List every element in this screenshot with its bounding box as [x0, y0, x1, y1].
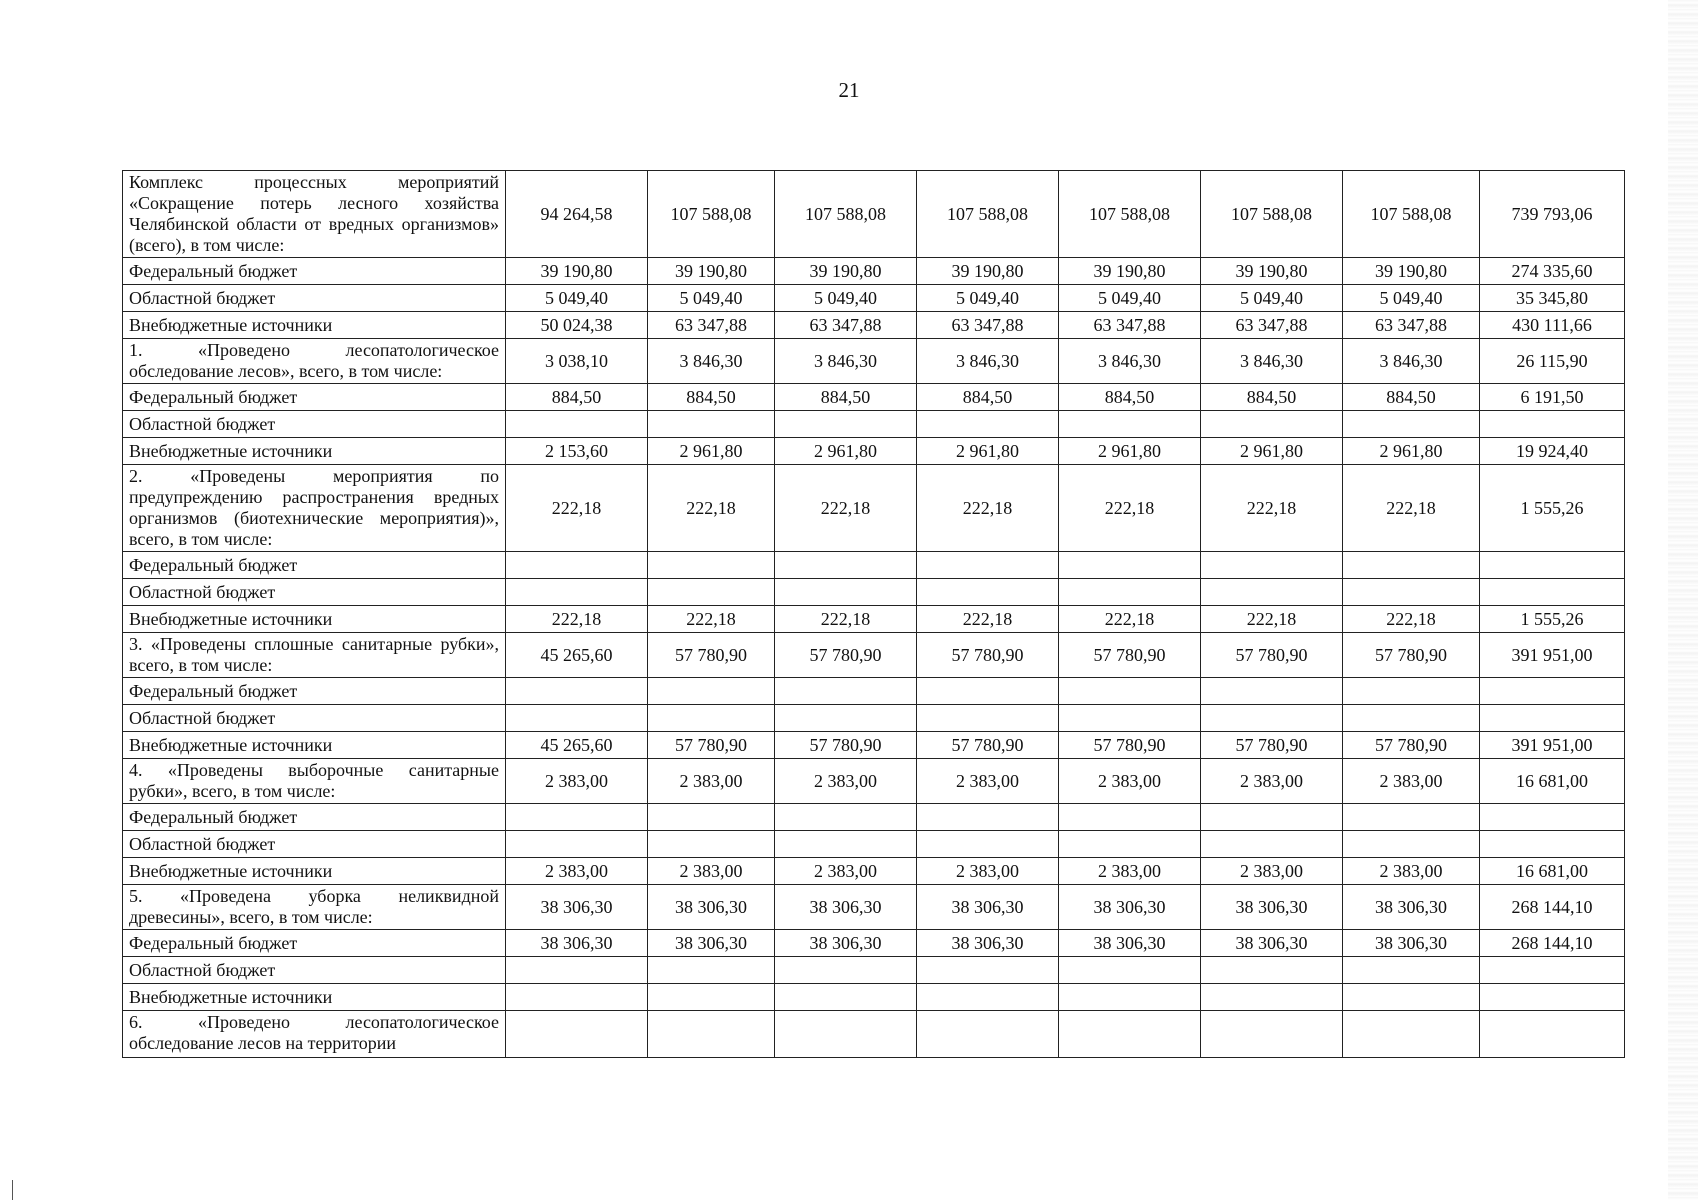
value-cell: 107 588,08 — [1201, 171, 1343, 258]
value-cell: 2 961,80 — [1201, 438, 1343, 465]
value-cell: 3 846,30 — [1059, 339, 1201, 384]
value-cell — [917, 1011, 1059, 1058]
value-cell — [1201, 552, 1343, 579]
row-label: 6. «Проведено лесопатологическое обследование лесов на территории — [123, 1011, 506, 1058]
value-cell — [1201, 984, 1343, 1011]
table-row — [123, 606, 1625, 633]
value-cell: 39 190,80 — [917, 258, 1059, 285]
value-cell — [506, 804, 648, 831]
value-cell: 222,18 — [917, 465, 1059, 552]
value-cell — [917, 411, 1059, 438]
row-label: Внебюджетные источники — [123, 858, 506, 885]
value-cell — [1059, 678, 1201, 705]
value-cell: 2 961,80 — [1343, 438, 1480, 465]
row-label: 4. «Проведены выборочные санитарные рубки», всего, в том числе: — [123, 759, 506, 804]
value-cell — [1059, 804, 1201, 831]
total-cell: 268 144,10 — [1480, 885, 1625, 930]
value-cell — [917, 678, 1059, 705]
row-label: 1. «Проведено лесопатологическое обследование лесов», всего, в том числе: — [123, 339, 506, 384]
value-cell — [775, 678, 917, 705]
value-cell — [1059, 579, 1201, 606]
value-cell — [1059, 957, 1201, 984]
value-cell — [775, 552, 917, 579]
table-row — [123, 312, 1625, 339]
value-cell — [1343, 552, 1480, 579]
value-cell — [648, 831, 775, 858]
value-cell: 39 190,80 — [1343, 258, 1480, 285]
value-cell — [1343, 705, 1480, 732]
value-cell — [1059, 705, 1201, 732]
value-cell: 884,50 — [1343, 384, 1480, 411]
value-cell — [506, 678, 648, 705]
value-cell: 57 780,90 — [1343, 633, 1480, 678]
value-cell: 2 383,00 — [1059, 858, 1201, 885]
value-cell — [1059, 1011, 1201, 1058]
table-row — [123, 438, 1625, 465]
value-cell: 38 306,30 — [775, 885, 917, 930]
value-cell: 63 347,88 — [917, 312, 1059, 339]
value-cell — [1343, 1011, 1480, 1058]
row-label: Комплекс процессных мероприятий «Сокращение потерь лесного хозяйства Челябинской области от вредных организмов» (всего), в том числе: — [123, 171, 506, 258]
value-cell: 39 190,80 — [1059, 258, 1201, 285]
value-cell: 39 190,80 — [1201, 258, 1343, 285]
value-cell: 50 024,38 — [506, 312, 648, 339]
table-row — [123, 732, 1625, 759]
table-row — [123, 930, 1625, 957]
value-cell: 222,18 — [506, 606, 648, 633]
value-cell: 222,18 — [1343, 465, 1480, 552]
total-cell — [1480, 579, 1625, 606]
value-cell: 3 846,30 — [1201, 339, 1343, 384]
value-cell: 5 049,40 — [917, 285, 1059, 312]
total-cell — [1480, 1011, 1625, 1058]
value-cell: 2 961,80 — [917, 438, 1059, 465]
value-cell — [1059, 552, 1201, 579]
value-cell — [775, 411, 917, 438]
table-row — [123, 1011, 1625, 1058]
value-cell: 2 383,00 — [1343, 858, 1480, 885]
value-cell: 38 306,30 — [917, 885, 1059, 930]
row-label: 5. «Проведена уборка неликвидной древесины», всего, в том числе: — [123, 885, 506, 930]
scan-margin-mark — [12, 1180, 13, 1200]
value-cell — [1201, 804, 1343, 831]
value-cell — [1343, 984, 1480, 1011]
value-cell — [648, 552, 775, 579]
value-cell: 2 383,00 — [1059, 759, 1201, 804]
total-cell: 26 115,90 — [1480, 339, 1625, 384]
total-cell: 1 555,26 — [1480, 606, 1625, 633]
value-cell: 222,18 — [917, 606, 1059, 633]
value-cell: 38 306,30 — [506, 930, 648, 957]
value-cell — [1201, 831, 1343, 858]
value-cell: 222,18 — [1059, 606, 1201, 633]
value-cell — [1343, 957, 1480, 984]
row-label: Внебюджетные источники — [123, 438, 506, 465]
value-cell — [917, 552, 1059, 579]
value-cell: 2 383,00 — [1201, 759, 1343, 804]
value-cell: 39 190,80 — [775, 258, 917, 285]
table-row — [123, 633, 1625, 678]
value-cell: 38 306,30 — [1343, 930, 1480, 957]
value-cell — [1059, 984, 1201, 1011]
page-number: 21 — [838, 78, 860, 102]
total-cell — [1480, 957, 1625, 984]
value-cell — [1201, 411, 1343, 438]
value-cell: 884,50 — [506, 384, 648, 411]
total-cell — [1480, 705, 1625, 732]
scan-edge-artifact — [1668, 0, 1698, 1200]
value-cell — [1201, 705, 1343, 732]
value-cell: 57 780,90 — [917, 732, 1059, 759]
table-row — [123, 171, 1625, 258]
value-cell: 38 306,30 — [1059, 885, 1201, 930]
table-row — [123, 804, 1625, 831]
value-cell: 57 780,90 — [775, 732, 917, 759]
table-row — [123, 858, 1625, 885]
value-cell — [506, 831, 648, 858]
row-label: Внебюджетные источники — [123, 984, 506, 1011]
row-label: Внебюджетные источники — [123, 312, 506, 339]
total-cell: 391 951,00 — [1480, 732, 1625, 759]
value-cell — [1343, 804, 1480, 831]
value-cell: 57 780,90 — [648, 633, 775, 678]
value-cell: 38 306,30 — [506, 885, 648, 930]
value-cell: 222,18 — [775, 465, 917, 552]
value-cell — [648, 579, 775, 606]
row-label: Федеральный бюджет — [123, 384, 506, 411]
value-cell: 5 049,40 — [648, 285, 775, 312]
value-cell — [1059, 831, 1201, 858]
value-cell — [775, 705, 917, 732]
total-cell — [1480, 984, 1625, 1011]
total-cell — [1480, 552, 1625, 579]
value-cell: 38 306,30 — [917, 930, 1059, 957]
value-cell: 3 038,10 — [506, 339, 648, 384]
value-cell — [775, 804, 917, 831]
value-cell: 2 383,00 — [775, 759, 917, 804]
table-row — [123, 957, 1625, 984]
value-cell — [648, 957, 775, 984]
value-cell: 2 961,80 — [648, 438, 775, 465]
value-cell — [506, 705, 648, 732]
value-cell — [506, 1011, 648, 1058]
row-label: Областной бюджет — [123, 411, 506, 438]
table-row — [123, 465, 1625, 552]
value-cell: 63 347,88 — [775, 312, 917, 339]
value-cell: 38 306,30 — [1343, 885, 1480, 930]
value-cell: 107 588,08 — [1343, 171, 1480, 258]
total-cell: 1 555,26 — [1480, 465, 1625, 552]
value-cell — [648, 984, 775, 1011]
total-cell: 268 144,10 — [1480, 930, 1625, 957]
value-cell — [506, 411, 648, 438]
value-cell: 63 347,88 — [1201, 312, 1343, 339]
row-label: Федеральный бюджет — [123, 552, 506, 579]
value-cell: 2 383,00 — [917, 858, 1059, 885]
value-cell: 222,18 — [506, 465, 648, 552]
value-cell: 222,18 — [648, 606, 775, 633]
value-cell — [1343, 678, 1480, 705]
value-cell: 39 190,80 — [648, 258, 775, 285]
total-cell — [1480, 804, 1625, 831]
value-cell: 2 961,80 — [775, 438, 917, 465]
value-cell: 63 347,88 — [1343, 312, 1480, 339]
table-row — [123, 552, 1625, 579]
value-cell: 3 846,30 — [1343, 339, 1480, 384]
value-cell — [1201, 1011, 1343, 1058]
value-cell: 2 383,00 — [506, 858, 648, 885]
value-cell: 38 306,30 — [1201, 930, 1343, 957]
value-cell: 45 265,60 — [506, 732, 648, 759]
value-cell — [917, 984, 1059, 1011]
total-cell — [1480, 678, 1625, 705]
value-cell: 57 780,90 — [1201, 633, 1343, 678]
value-cell — [648, 1011, 775, 1058]
total-cell: 6 191,50 — [1480, 384, 1625, 411]
row-label: Областной бюджет — [123, 579, 506, 606]
financing-table — [122, 170, 1625, 1058]
value-cell — [1059, 411, 1201, 438]
table-row — [123, 411, 1625, 438]
value-cell — [775, 831, 917, 858]
row-label: 2. «Проведены мероприятия по предупреждению распространения вредных организмов (биотехнические мероприятия)», всего, в том числе: — [123, 465, 506, 552]
total-cell: 739 793,06 — [1480, 171, 1625, 258]
table-row — [123, 258, 1625, 285]
value-cell: 222,18 — [1201, 465, 1343, 552]
value-cell: 107 588,08 — [775, 171, 917, 258]
table-row — [123, 885, 1625, 930]
value-cell — [1201, 957, 1343, 984]
value-cell: 3 846,30 — [648, 339, 775, 384]
value-cell: 2 153,60 — [506, 438, 648, 465]
value-cell — [917, 705, 1059, 732]
value-cell: 2 383,00 — [1201, 858, 1343, 885]
value-cell — [775, 957, 917, 984]
row-label: Областной бюджет — [123, 957, 506, 984]
value-cell: 38 306,30 — [1059, 930, 1201, 957]
value-cell: 222,18 — [1343, 606, 1480, 633]
value-cell — [1343, 831, 1480, 858]
total-cell: 430 111,66 — [1480, 312, 1625, 339]
value-cell: 63 347,88 — [648, 312, 775, 339]
value-cell: 57 780,90 — [1201, 732, 1343, 759]
total-cell: 16 681,00 — [1480, 858, 1625, 885]
value-cell — [917, 804, 1059, 831]
value-cell — [506, 579, 648, 606]
value-cell: 222,18 — [1059, 465, 1201, 552]
value-cell — [648, 411, 775, 438]
value-cell: 2 383,00 — [648, 858, 775, 885]
row-label: Федеральный бюджет — [123, 930, 506, 957]
value-cell: 94 264,58 — [506, 171, 648, 258]
total-cell: 274 335,60 — [1480, 258, 1625, 285]
value-cell: 57 780,90 — [1343, 732, 1480, 759]
value-cell: 884,50 — [1201, 384, 1343, 411]
value-cell: 38 306,30 — [648, 885, 775, 930]
value-cell: 2 383,00 — [648, 759, 775, 804]
value-cell: 57 780,90 — [1059, 633, 1201, 678]
value-cell: 222,18 — [775, 606, 917, 633]
value-cell: 3 846,30 — [775, 339, 917, 384]
value-cell — [917, 579, 1059, 606]
table-row — [123, 339, 1625, 384]
row-label: Внебюджетные источники — [123, 732, 506, 759]
row-label: Областной бюджет — [123, 831, 506, 858]
value-cell: 222,18 — [648, 465, 775, 552]
row-label: Федеральный бюджет — [123, 678, 506, 705]
table-row — [123, 285, 1625, 312]
row-label: 3. «Проведены сплошные санитарные рубки», всего, в том числе: — [123, 633, 506, 678]
value-cell: 5 049,40 — [1059, 285, 1201, 312]
value-cell: 884,50 — [917, 384, 1059, 411]
value-cell: 222,18 — [1201, 606, 1343, 633]
value-cell: 57 780,90 — [1059, 732, 1201, 759]
table-row — [123, 831, 1625, 858]
total-cell — [1480, 831, 1625, 858]
row-label: Федеральный бюджет — [123, 258, 506, 285]
value-cell — [506, 552, 648, 579]
value-cell: 2 383,00 — [917, 759, 1059, 804]
value-cell: 38 306,30 — [1201, 885, 1343, 930]
value-cell: 107 588,08 — [648, 171, 775, 258]
value-cell — [917, 957, 1059, 984]
value-cell — [917, 831, 1059, 858]
table-row — [123, 579, 1625, 606]
table-row — [123, 384, 1625, 411]
value-cell — [648, 804, 775, 831]
value-cell — [1201, 579, 1343, 606]
value-cell — [506, 984, 648, 1011]
total-cell: 19 924,40 — [1480, 438, 1625, 465]
table-row — [123, 759, 1625, 804]
value-cell: 3 846,30 — [917, 339, 1059, 384]
value-cell: 107 588,08 — [917, 171, 1059, 258]
value-cell — [506, 957, 648, 984]
value-cell: 2 383,00 — [506, 759, 648, 804]
row-label: Областной бюджет — [123, 705, 506, 732]
value-cell — [648, 705, 775, 732]
value-cell: 884,50 — [648, 384, 775, 411]
value-cell — [1343, 411, 1480, 438]
value-cell: 2 961,80 — [1059, 438, 1201, 465]
table-row — [123, 678, 1625, 705]
total-cell: 391 951,00 — [1480, 633, 1625, 678]
value-cell — [1201, 678, 1343, 705]
value-cell: 5 049,40 — [775, 285, 917, 312]
table-row — [123, 984, 1625, 1011]
value-cell: 57 780,90 — [917, 633, 1059, 678]
value-cell: 57 780,90 — [648, 732, 775, 759]
value-cell: 57 780,90 — [775, 633, 917, 678]
row-label: Внебюджетные источники — [123, 606, 506, 633]
value-cell: 2 383,00 — [1343, 759, 1480, 804]
value-cell — [775, 579, 917, 606]
value-cell: 5 049,40 — [1201, 285, 1343, 312]
value-cell: 38 306,30 — [648, 930, 775, 957]
value-cell: 39 190,80 — [506, 258, 648, 285]
financing-table-body — [123, 171, 1625, 1058]
value-cell — [775, 984, 917, 1011]
total-cell — [1480, 411, 1625, 438]
value-cell — [775, 1011, 917, 1058]
row-label: Федеральный бюджет — [123, 804, 506, 831]
value-cell: 884,50 — [775, 384, 917, 411]
value-cell: 107 588,08 — [1059, 171, 1201, 258]
value-cell: 63 347,88 — [1059, 312, 1201, 339]
value-cell: 38 306,30 — [775, 930, 917, 957]
total-cell: 35 345,80 — [1480, 285, 1625, 312]
table-row — [123, 705, 1625, 732]
total-cell: 16 681,00 — [1480, 759, 1625, 804]
value-cell — [1343, 579, 1480, 606]
value-cell: 5 049,40 — [1343, 285, 1480, 312]
row-label: Областной бюджет — [123, 285, 506, 312]
value-cell — [648, 678, 775, 705]
value-cell: 884,50 — [1059, 384, 1201, 411]
value-cell: 5 049,40 — [506, 285, 648, 312]
value-cell: 2 383,00 — [775, 858, 917, 885]
value-cell: 45 265,60 — [506, 633, 648, 678]
